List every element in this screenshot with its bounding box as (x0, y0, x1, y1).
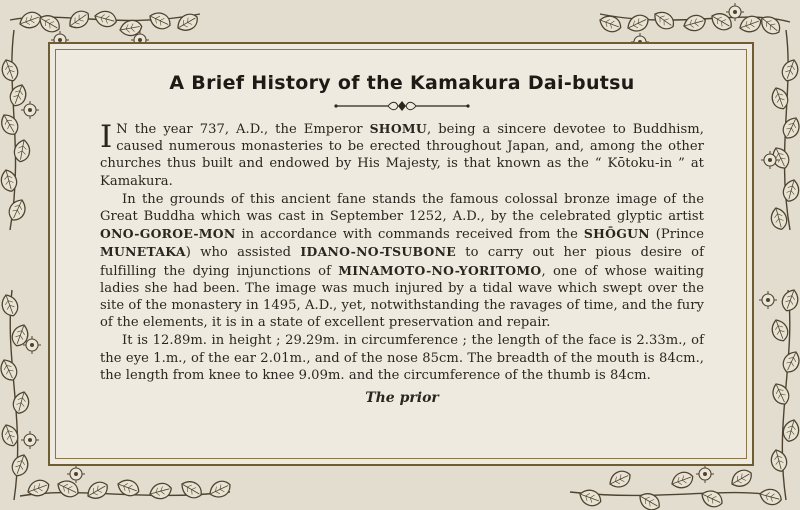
drop-cap: I (100, 119, 113, 155)
paragraph-origin (100, 120, 704, 190)
p1-text-1: N the year 737, A.D., the Emperor (116, 122, 370, 137)
p2-text-6: , one of whose waiting ladies she had been. The image was much injured by a tidal wave which swept over the site of the monastery in 1495, A.D., yet, notwithstanding the ravages of time, and the fury of the elements, it is in a state of excellent preservation and repair. (100, 263, 704, 331)
content-block (100, 70, 704, 406)
paragraph-dimensions: It is 12.89m. in height ; 29.29m. in circumference ; the length of the face is 2.33m., of the eye 1.m., of the ear 2.01m., and of the nose 85cm. The breadth of the mouth is 84cm., the length from knee to knee 9.09m. and the circumference of the thumb is 84cm. (100, 333, 704, 383)
signature: The prior (365, 390, 439, 407)
ornament-divider-icon (332, 100, 472, 112)
paragraph-casting (100, 191, 704, 332)
p2-text-4: ) who assisted (185, 245, 301, 261)
p1-text-2: , being a sincere devotee to Buddhism, caused numerous monasteries to be erected throughout Japan, and, among the other churches thus built and endowed by His Majesty, is that known as the “ Kōtoku-in ” at Kamakura. (100, 122, 704, 189)
p2-text-3: (Prince (649, 227, 704, 243)
name-yoritomo: MINAMOTO-NO-YORITOMO (338, 262, 542, 278)
p2-text-2: in accordance with commands received from the (235, 227, 584, 243)
name-shomu: SHOMU (369, 121, 428, 136)
name-artist: ONO-GOROE-MON (100, 226, 236, 242)
name-prince: MUNETAKA (100, 244, 186, 260)
name-idano: IDANO-NO-TSUBONE (300, 244, 456, 260)
page-title: A Brief History of the Kamakura Dai-butsu (169, 72, 635, 94)
p2-text-5: to carry out her pious desire of fulfilling the dying injunctions of (100, 245, 704, 279)
name-shogun: SHŌGUN (583, 226, 650, 242)
p2-text-1: In the grounds of this ancient fane stands the famous colossal bronze image of the Great Buddha which was cast in September 1252, A.D., by the celebrated glyptic artist (100, 191, 704, 225)
